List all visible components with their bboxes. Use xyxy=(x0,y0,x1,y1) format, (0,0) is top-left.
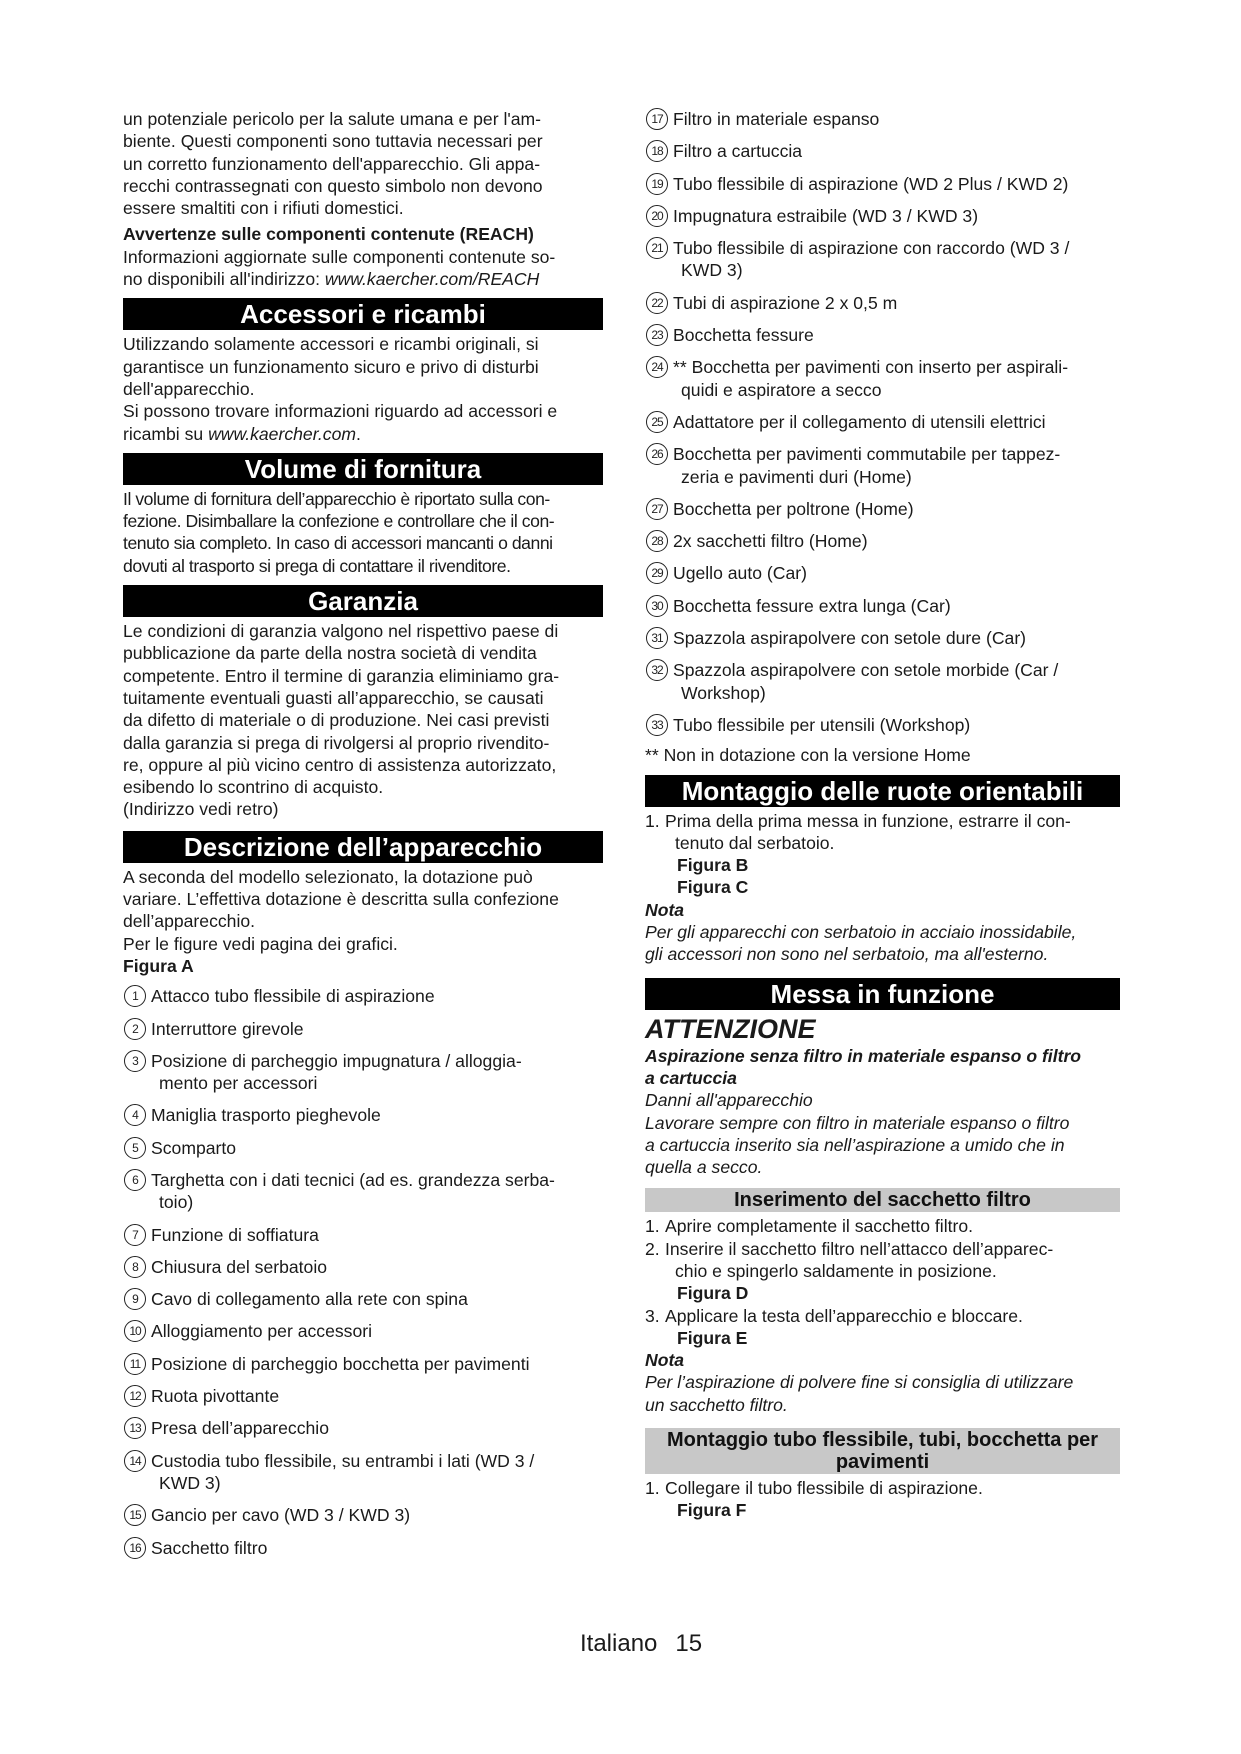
item-number-badge: 13 xyxy=(124,1417,146,1439)
note-text: Per l’aspirazione di polvere fine si consiglia di utilizzare xyxy=(645,1372,1074,1393)
warning-text: quella a secco. xyxy=(645,1157,763,1178)
text-line: Utilizzando solamente accessori e ricambi originali, si xyxy=(123,334,539,355)
item-text: Filtro a cartuccia xyxy=(673,141,803,162)
text-line: competente. Entro il termine di garanzia eliminiamo gra- xyxy=(123,665,560,686)
item-number-badge: 6 xyxy=(124,1169,146,1191)
text-line: Si possono trovare informazioni riguardo ad accessori e xyxy=(123,401,558,422)
step-number: 1. xyxy=(645,810,660,831)
item-text: Maniglia trasporto pieghevole xyxy=(151,1105,381,1126)
list-item xyxy=(123,1320,603,1342)
text-line: un potenziale pericolo per la salute umana e per l'am- xyxy=(123,109,542,129)
list-item xyxy=(123,1050,603,1095)
warning-text: Danni all'apparecchio xyxy=(645,1090,813,1111)
reach-address-line xyxy=(123,268,603,290)
text-line: Il volume di fornitura dell’apparecchio è riportato sulla con- xyxy=(123,488,550,509)
list-item xyxy=(123,1224,603,1246)
text-line: pubblicazione da parte della nostra società di vendita xyxy=(123,643,537,664)
item-text: Chiusura del serbatoio xyxy=(151,1256,328,1277)
item-text-continued: toio) xyxy=(159,1192,194,1213)
text-line: esibendo lo scontrino di acquisto. xyxy=(123,777,384,798)
item-number-badge: 1 xyxy=(124,985,146,1007)
component-list-right xyxy=(645,108,1120,736)
list-item xyxy=(645,562,1120,584)
list-item xyxy=(645,530,1120,552)
list-item xyxy=(123,1504,603,1526)
figure-label: Figura E xyxy=(677,1327,748,1348)
note-label: Nota xyxy=(645,1350,685,1371)
list-item xyxy=(123,1104,603,1126)
item-number-badge: 32 xyxy=(646,659,668,681)
step-item xyxy=(645,810,1120,855)
reach-heading: Avvertenze sulle componenti contenute (REACH) xyxy=(123,224,534,245)
item-number-badge: 4 xyxy=(124,1104,146,1126)
item-number-badge: 24 xyxy=(646,356,668,378)
item-number-badge: 23 xyxy=(646,324,668,346)
list-item xyxy=(123,1256,603,1278)
list-item xyxy=(645,627,1120,649)
item-text: Ruota pivottante xyxy=(151,1386,280,1407)
section-heading-volume: Volume di fornitura xyxy=(123,453,603,485)
list-item xyxy=(645,356,1120,401)
intro-paragraph xyxy=(123,108,603,219)
item-number-badge: 8 xyxy=(124,1256,146,1278)
item-text: Tubo flessibile di aspirazione (WD 2 Plus / KWD 2) xyxy=(673,173,1069,194)
item-text: Attacco tubo flessibile di aspirazione xyxy=(151,986,435,1007)
item-text: Tubo flessibile di aspirazione con raccordo (WD 3 / xyxy=(673,238,1070,259)
step-item xyxy=(645,1305,1120,1327)
item-text: Interruttore girevole xyxy=(151,1018,304,1039)
list-item xyxy=(123,1137,603,1159)
heading-line: Montaggio tubo flessibile, tubi, bocchetta per xyxy=(666,1429,1099,1452)
text-line: A seconda del modello selezionato, la dotazione può xyxy=(123,866,533,887)
list-item xyxy=(645,714,1120,736)
volume-paragraph xyxy=(123,488,603,577)
step-text: Inserire il sacchetto filtro nell’attacco dell’apparec- xyxy=(665,1238,1054,1259)
item-number-badge: 17 xyxy=(646,108,668,130)
item-text: Spazzola aspirapolvere con setole morbide (Car / xyxy=(673,660,1059,681)
footnote: ** Non in dotazione con la versione Home xyxy=(645,745,971,766)
text-line: (Indirizzo vedi retro) xyxy=(123,799,279,820)
item-text: Targhetta con i dati tecnici (ad es. grandezza serba- xyxy=(151,1169,555,1190)
text-line: re, oppure al più vicino centro di assistenza autorizzato, xyxy=(123,754,557,775)
text-line: tenuto sia completo. In caso di accessori mancanti o danni xyxy=(123,533,553,554)
item-number-badge: 26 xyxy=(646,443,668,465)
note-text: Per gli apparecchi con serbatoio in acciaio inossidabile, xyxy=(645,922,1077,943)
list-item xyxy=(123,1417,603,1439)
text-line: dell’apparecchio. xyxy=(123,911,256,932)
text-span: ricambi su xyxy=(123,423,209,444)
text-line: un corretto funzionamento dell'apparecchio. Gli appa- xyxy=(123,153,541,174)
item-number-badge: 22 xyxy=(646,292,668,314)
figure-label: Figura F xyxy=(677,1500,747,1521)
item-text: Funzione di soffiatura xyxy=(151,1224,319,1245)
item-text: Posizione di parcheggio bocchetta per pavimenti xyxy=(151,1353,530,1374)
text-line: fezione. Disimballare la confezione e controllare che il con- xyxy=(123,511,555,532)
item-text: Custodia tubo flessibile, su entrambi i lati (WD 3 / xyxy=(151,1450,535,1471)
item-text: Alloggiamento per accessori xyxy=(151,1321,373,1342)
step-item xyxy=(645,1238,1120,1283)
figure-label: Figura D xyxy=(677,1283,749,1304)
list-item xyxy=(645,324,1120,346)
step-text: Aprire completamente il sacchetto filtro. xyxy=(665,1216,974,1237)
text-span: no disponibili all'indirizzo: xyxy=(123,269,325,290)
item-text: Tubo flessibile per utensili (Workshop) xyxy=(673,714,971,735)
list-item xyxy=(123,1169,603,1214)
text-line: da difetto di materiale o di produzione. Nei casi previsti xyxy=(123,710,550,731)
item-text: Bocchetta per pavimenti commutabile per tappez- xyxy=(673,444,1061,465)
item-text: Bocchetta fessure extra lunga (Car) xyxy=(673,595,951,616)
figure-label: Figura A xyxy=(123,955,194,976)
item-text-continued: KWD 3) xyxy=(681,260,743,281)
list-item xyxy=(123,985,603,1007)
component-list-left xyxy=(123,985,603,1559)
item-number-badge: 12 xyxy=(124,1385,146,1407)
item-text: Presa dell’apparecchio xyxy=(151,1418,329,1439)
item-text: Sacchetto filtro xyxy=(151,1537,268,1558)
warning-title: a cartuccia xyxy=(645,1067,737,1088)
list-item xyxy=(645,498,1120,520)
figure-label: Figura B xyxy=(677,855,749,876)
item-text: Filtro in materiale espanso xyxy=(673,109,880,129)
item-number-badge: 33 xyxy=(646,714,668,736)
footer-language: Italiano xyxy=(580,1630,658,1657)
step-text-continued: tenuto dal serbatoio. xyxy=(675,832,835,853)
item-number-badge: 25 xyxy=(646,411,668,433)
item-number-badge: 20 xyxy=(646,205,668,227)
heading-line: pavimenti xyxy=(835,1451,930,1474)
step-item xyxy=(645,1215,1120,1237)
subsection-heading-tubo xyxy=(645,1428,1120,1474)
subsection-heading-sacchetto: Inserimento del sacchetto filtro xyxy=(645,1188,1120,1212)
list-item xyxy=(123,1450,603,1495)
list-item xyxy=(645,205,1120,227)
page-footer xyxy=(580,1630,720,1658)
item-number-badge: 3 xyxy=(124,1050,146,1072)
item-number-badge: 29 xyxy=(646,562,668,584)
section-heading-garanzia: Garanzia xyxy=(123,585,603,617)
step-item xyxy=(645,1477,1120,1499)
step-text: Collegare il tubo flessibile di aspirazione. xyxy=(665,1478,983,1499)
item-text-continued: quidi e aspiratore a secco xyxy=(681,379,882,400)
figure-label: Figura C xyxy=(677,877,749,898)
item-number-badge: 31 xyxy=(646,627,668,649)
note-label: Nota xyxy=(645,899,685,920)
step-number: 2. xyxy=(645,1238,660,1259)
item-text: Cavo di collegamento alla rete con spina xyxy=(151,1289,468,1310)
item-text: Adattatore per il collegamento di utensili elettrici xyxy=(673,411,1046,432)
kaercher-link[interactable]: www.kaercher.com xyxy=(208,423,357,444)
list-item xyxy=(645,411,1120,433)
note-text: gli accessori non sono nel serbatoio, ma all'esterno. xyxy=(645,944,1049,965)
section-heading-accessori: Accessori e ricambi xyxy=(123,298,603,330)
list-item xyxy=(645,108,1120,130)
step-number: 3. xyxy=(645,1305,660,1326)
item-number-badge: 7 xyxy=(124,1224,146,1246)
text-line: Le condizioni di garanzia valgono nel rispettivo paese di xyxy=(123,621,559,642)
item-number-badge: 19 xyxy=(646,173,668,195)
step-number: 1. xyxy=(645,1478,660,1499)
text-line: variare. L’effettiva dotazione è descritta sulla confezione xyxy=(123,889,559,910)
text-line: tuitamente eventuali guasti all’apparecchio, se causati xyxy=(123,687,544,708)
item-text-continued: mento per accessori xyxy=(159,1073,318,1094)
item-number-badge: 28 xyxy=(646,530,668,552)
step-text: Prima della prima messa in funzione, estrarre il con- xyxy=(665,810,1071,831)
list-item xyxy=(123,1353,603,1375)
page-number: 15 xyxy=(675,1630,703,1657)
item-text: Spazzola aspirapolvere con setole dure (Car) xyxy=(673,628,1027,649)
item-number-badge: 10 xyxy=(124,1320,146,1342)
text-line: dovuti al trasporto si prega di contattare il rivenditore. xyxy=(123,555,511,576)
section-heading-ruote: Montaggio delle ruote orientabili xyxy=(645,775,1120,807)
accessori-link-line xyxy=(123,423,603,445)
text-line: Per le figure vedi pagina dei grafici. xyxy=(123,933,398,954)
text-line: dell'apparecchio. xyxy=(123,378,255,399)
list-item xyxy=(645,595,1120,617)
list-item xyxy=(645,292,1120,314)
list-item xyxy=(645,140,1120,162)
step-number: 1. xyxy=(645,1216,660,1237)
warning-title: Aspirazione senza filtro in materiale espanso o filtro xyxy=(645,1045,1082,1066)
item-text: Impugnatura estraibile (WD 3 / KWD 3) xyxy=(673,205,979,226)
list-item xyxy=(645,443,1120,488)
list-item xyxy=(123,1288,603,1310)
item-text: Posizione di parcheggio impugnatura / alloggia- xyxy=(151,1050,522,1071)
item-text-continued: Workshop) xyxy=(681,682,766,703)
warning-text: a cartuccia inserito sia nell’aspirazione a umido che in xyxy=(645,1134,1065,1155)
note-text: un sacchetto filtro. xyxy=(645,1394,788,1415)
text-line: essere smaltiti con i rifiuti domestici. xyxy=(123,198,404,219)
step-text-continued: chio e spingerlo saldamente in posizione. xyxy=(675,1260,997,1281)
text-line: garantisce un funzionamento sicuro e privo di disturbi xyxy=(123,356,539,377)
list-item xyxy=(123,1537,603,1559)
item-number-badge: 15 xyxy=(124,1504,146,1526)
list-item xyxy=(123,1385,603,1407)
item-text-continued: zeria e pavimenti duri (Home) xyxy=(681,466,912,487)
list-item xyxy=(645,659,1120,704)
item-text: 2x sacchetti filtro (Home) xyxy=(673,531,868,552)
attention-heading: ATTENZIONE xyxy=(645,1013,816,1044)
section-heading-descrizione: Descrizione dell’apparecchio xyxy=(123,831,603,863)
item-number-badge: 21 xyxy=(646,237,668,259)
item-number-badge: 27 xyxy=(646,498,668,520)
section-heading-messa: Messa in funzione xyxy=(645,978,1120,1010)
item-text: Gancio per cavo (WD 3 / KWD 3) xyxy=(151,1505,411,1526)
text-line: recchi contrassegnati con questo simbolo non devono xyxy=(123,175,543,196)
item-number-badge: 14 xyxy=(124,1450,146,1472)
item-number-badge: 18 xyxy=(646,140,668,162)
reach-link[interactable]: www.kaercher.com/REACH xyxy=(324,269,540,290)
text-line: biente. Questi componenti sono tuttavia necessari per xyxy=(123,131,543,152)
item-number-badge: 11 xyxy=(124,1353,146,1375)
item-text: Bocchetta fessure xyxy=(673,325,814,346)
list-item xyxy=(645,173,1120,195)
item-number-badge: 30 xyxy=(646,595,668,617)
text-span: . xyxy=(356,423,361,444)
list-item xyxy=(645,237,1120,282)
item-number-badge: 9 xyxy=(124,1288,146,1310)
item-number-badge: 2 xyxy=(124,1018,146,1040)
item-number-badge: 5 xyxy=(124,1137,146,1159)
list-item xyxy=(123,1018,603,1040)
item-text: Scomparto xyxy=(151,1137,237,1158)
text-line: Informazioni aggiornate sulle componenti contenute so- xyxy=(123,246,556,267)
item-text: ** Bocchetta per pavimenti con inserto per aspirali- xyxy=(673,357,1069,378)
item-text: Tubi di aspirazione 2 x 0,5 m xyxy=(673,292,898,313)
item-number-badge: 16 xyxy=(124,1537,146,1559)
item-text: Bocchetta per poltrone (Home) xyxy=(673,498,914,519)
text-line: dalla garanzia si prega di rivolgersi al proprio rivendito- xyxy=(123,732,550,753)
item-text: Ugello auto (Car) xyxy=(673,563,807,584)
right-column xyxy=(645,108,1120,1522)
warning-text: Lavorare sempre con filtro in materiale espanso o filtro xyxy=(645,1112,1070,1133)
item-text-continued: KWD 3) xyxy=(159,1472,221,1493)
step-text: Applicare la testa dell’apparecchio e bloccare. xyxy=(665,1305,1023,1326)
left-column xyxy=(123,108,603,1569)
